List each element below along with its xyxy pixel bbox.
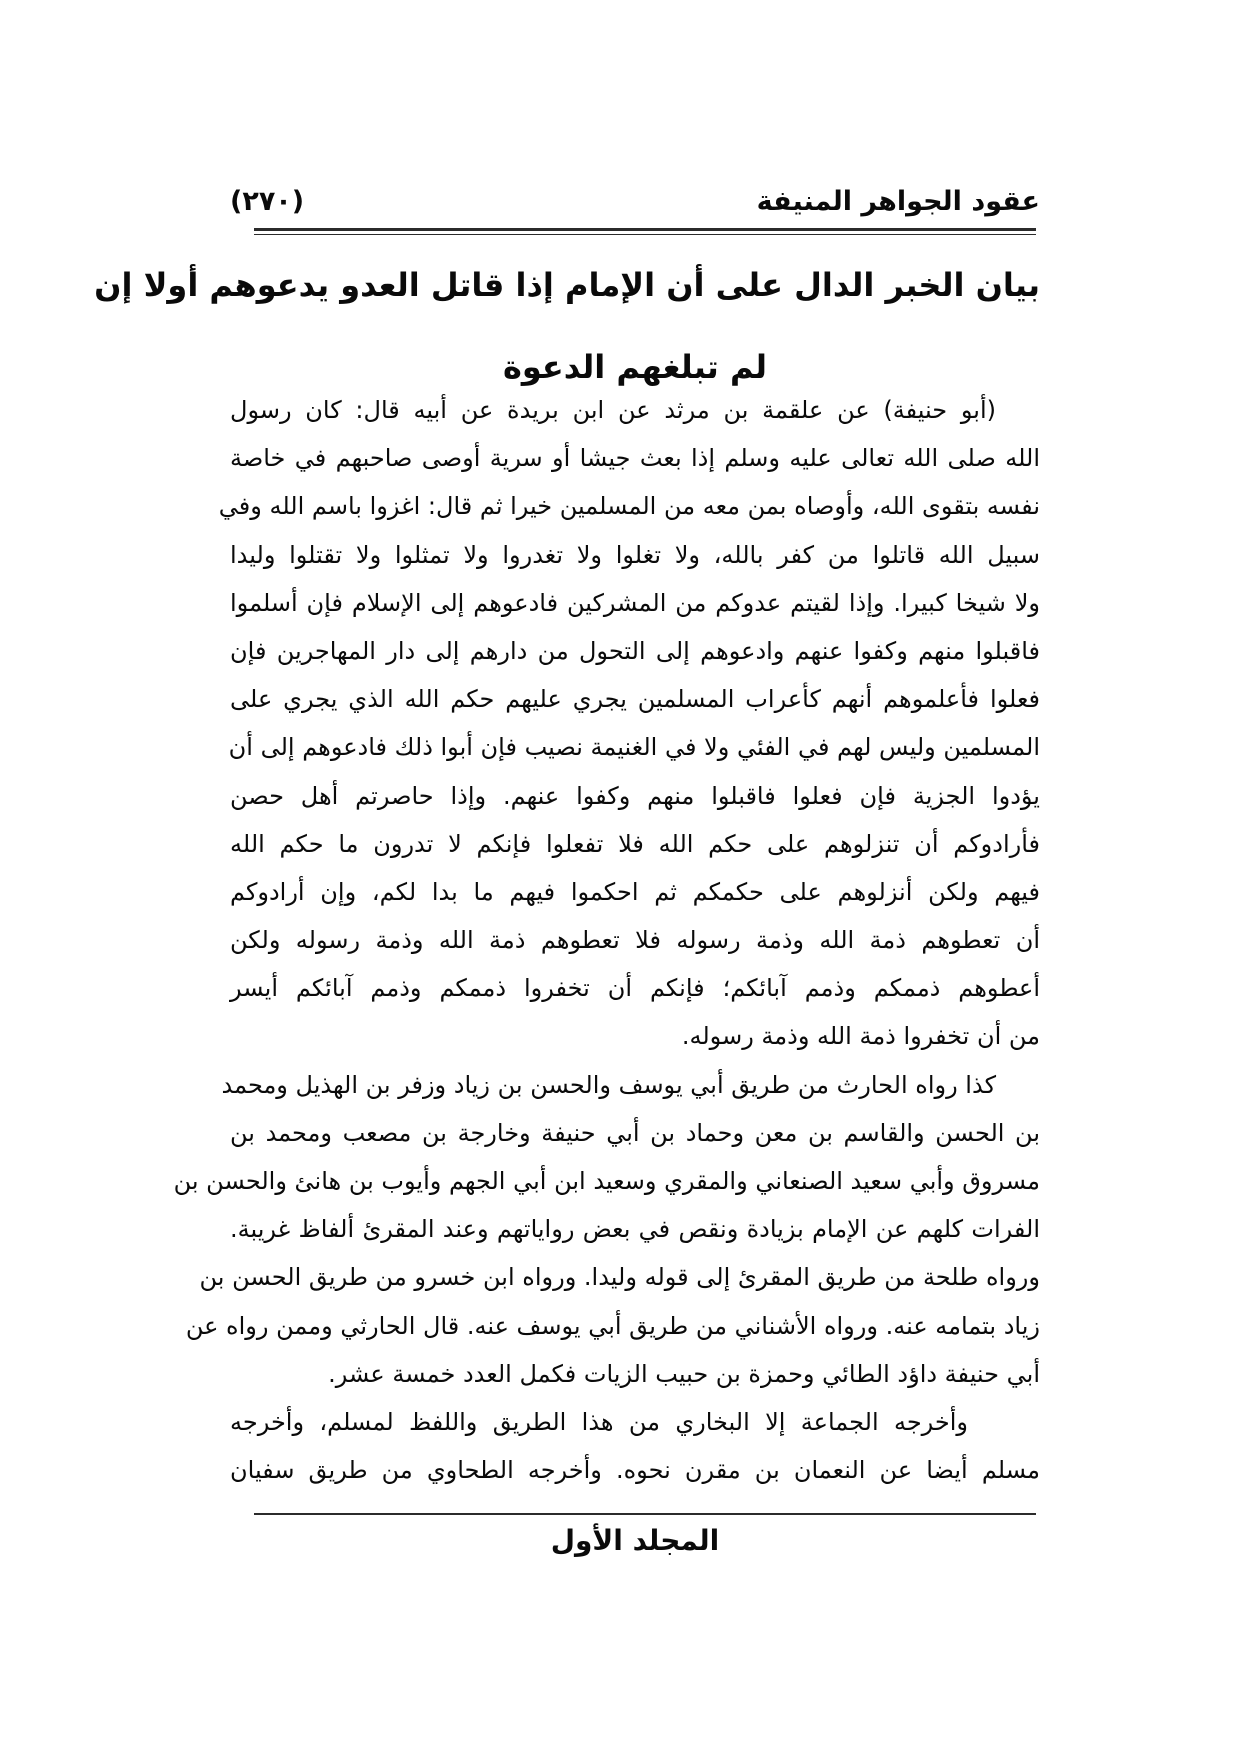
footer-rule — [254, 1513, 1036, 1515]
page-number: (٢٧٠) — [230, 186, 305, 217]
body-line: المسلمين وليس لهم في الفئي ولا في الغنيمة نصيب فإن أبوا ذلك فادعوهم إلى أن — [228, 733, 1040, 762]
body-line: فاقبلوا منهم وكفوا عنهم وادعوهم إلى التحول من دارهم إلى دار المهاجرين فإن — [230, 636, 1040, 665]
volume-label: المجلد الأول — [550, 1524, 720, 1557]
text-column — [94, 0, 1040, 1754]
body-line: كذا رواه الحارث من طريق أبي يوسف والحسن بن زياد وزفر بن الهذيل ومحمد — [221, 1070, 996, 1099]
body-line: فأرادوكم أن تنزلوهم على حكم الله فلا تفعلوا فإنكم لا تدرون ما حكم الله — [230, 829, 1040, 858]
body-line: سبيل الله قاتلوا من كفر بالله، ولا تغلوا ولا تغدروا ولا تمثلوا ولا تقتلوا وليدا — [230, 540, 1040, 569]
body-line: (أبو حنيفة) عن علقمة بن مرثد عن ابن بريدة عن أبيه قال: كان رسول — [230, 396, 996, 424]
body-line: أبي حنيفة داؤد الطائي وحمزة بن حبيب الزيات فكمل العدد خمسة عشر. — [328, 1359, 1040, 1388]
body-line: نفسه بتقوى الله، وأوصاه بمن معه من المسلمين خيرا ثم قال: اغزوا باسم الله وفي — [218, 492, 1040, 521]
body-line: فيهم ولكن أنزلوهم على حكمكم ثم احكموا فيهم ما بدا لكم، وإن أرادوكم — [230, 877, 1040, 906]
body-line: ولا شيخا كبيرا. وإذا لقيتم عدوكم من المشركين فادعوهم إلى الإسلام فإن أسلموا — [230, 588, 1040, 617]
body-line: فعلوا فأعلموهم أنهم كأعراب المسلمين يجري عليهم حكم الله الذي يجري على — [230, 685, 1040, 714]
body-line: أعطوهم ذممكم وذمم آبائكم؛ فإنكم أن تخفروا ذممكم وذمم آبائكم أيسر — [230, 974, 1040, 1003]
body-line: من أن تخفروا ذمة الله وذمة رسوله. — [681, 1022, 1040, 1051]
body-text — [173, 386, 1040, 1494]
body-line: وأخرجه الجماعة إلا البخاري من هذا الطريق واللفظ لمسلم، وأخرجه — [230, 1407, 968, 1436]
chapter-title-line-2: لم تبلغهم الدعوة — [502, 348, 768, 386]
chapter-title-line-1: بيان الخبر الدال على أن الإمام إذا قاتل العدو يدعوهم أولا إن — [94, 266, 1040, 304]
body-line: مسروق وأبي سعيد الصنعاني والمقري وسعيد ابن أبي الجهم وأيوب بن هانئ والحسن بن — [173, 1167, 1040, 1195]
book-title: عقود الجواهر المنيفة — [756, 186, 1040, 217]
body-line: أن تعطوهم ذمة الله وذمة رسوله فلا تعطوهم ذمة الله وذمة رسوله ولكن — [230, 926, 1040, 955]
body-line: مسلم أيضا عن النعمان بن مقرن نحوه. وأخرجه الطحاوي من طريق سفيان — [230, 1456, 1040, 1485]
body-line: بن الحسن والقاسم بن معن وحماد بن أبي حنيفة وخارجة بن مصعب ومحمد بن — [230, 1118, 1040, 1147]
body-line: زياد بتمامه عنه. ورواه الأشناني من طريق أبي يوسف عنه. قال الحارثي وممن رواه عن — [185, 1311, 1040, 1340]
page-header — [230, 184, 1040, 220]
chapter-title — [94, 244, 1040, 408]
body-line: الفرات كلهم عن الإمام بزيادة ونقص في بعض رواياتهم وعند المقرئ ألفاظ غريبة. — [230, 1215, 1040, 1244]
header-double-rule — [254, 228, 1036, 235]
body-line: ورواه طلحة من طريق المقرئ إلى قوله وليدا. ورواه ابن خسرو من طريق الحسن بن — [199, 1263, 1040, 1292]
body-line: يؤدوا الجزية فإن فعلوا فاقبلوا منهم وكفوا عنهم. وإذا حاصرتم أهل حصن — [230, 781, 1040, 810]
body-line: الله صلى الله تعالى عليه وسلم إذا بعث جيشا أو سرية أوصى صاحبهم في خاصة — [230, 444, 1040, 473]
